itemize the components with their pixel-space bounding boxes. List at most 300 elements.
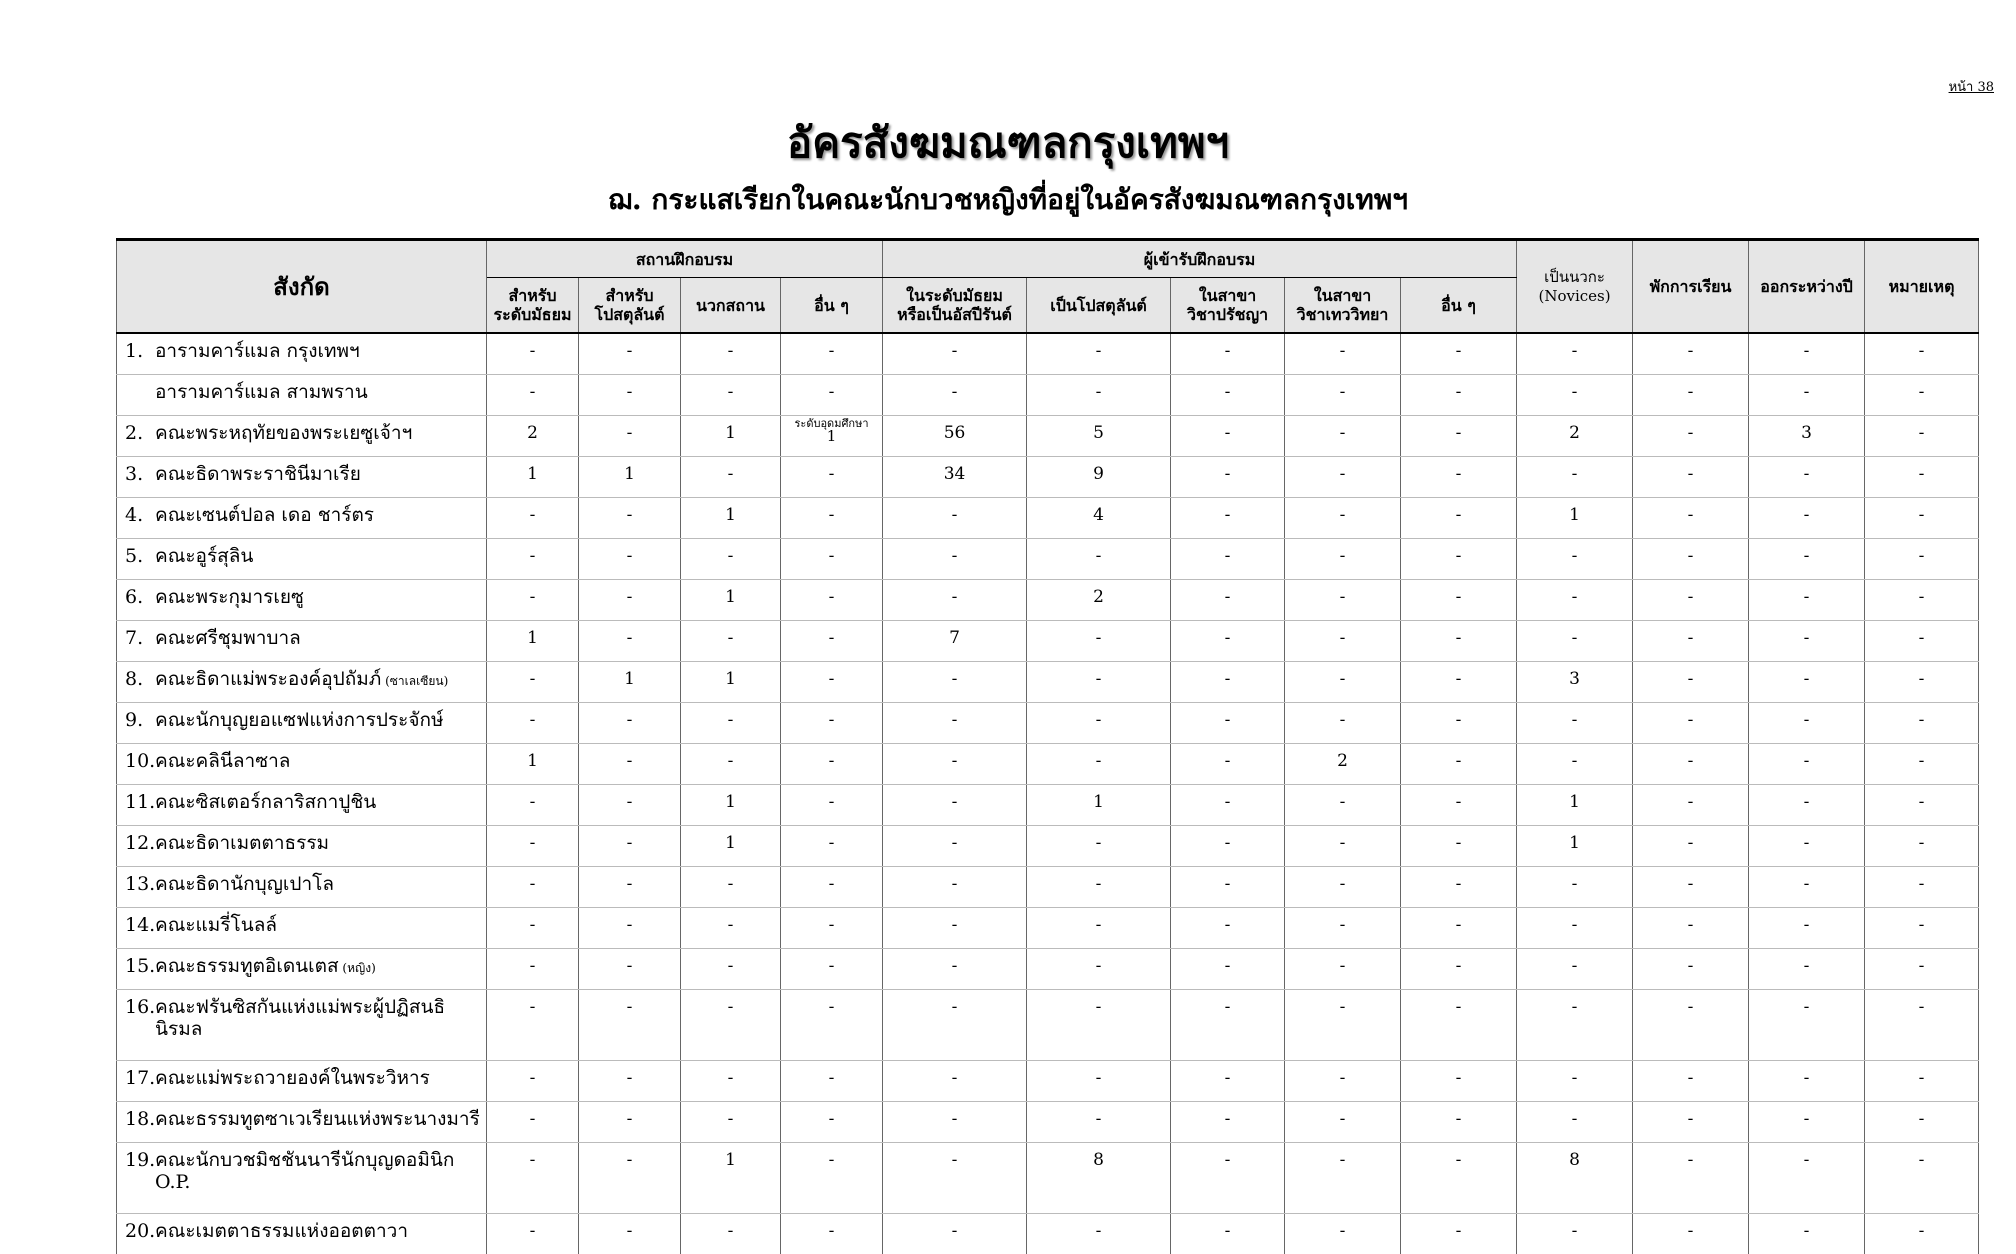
header-theology: ในสาขา วิชาเทววิทยา bbox=[1285, 278, 1401, 334]
table-cell: - bbox=[487, 1214, 579, 1254]
row-number: 7. bbox=[125, 627, 155, 649]
table-cell: - bbox=[1171, 539, 1285, 580]
table-cell: - bbox=[681, 1214, 781, 1254]
table-cell: - bbox=[1171, 662, 1285, 703]
table-cell: - bbox=[1027, 949, 1171, 990]
table-cell: 1 bbox=[487, 457, 579, 498]
table-cell: - bbox=[681, 990, 781, 1061]
row-name: คณะซิสเตอร์กลาริสกาปูชิน bbox=[155, 791, 376, 813]
row-affiliation bbox=[117, 498, 487, 539]
table-cell: - bbox=[1633, 1143, 1749, 1214]
table-cell: - bbox=[1865, 1102, 1979, 1143]
table-cell: - bbox=[487, 1143, 579, 1214]
table-cell: 1 bbox=[1517, 498, 1633, 539]
header-affiliation: สังกัด bbox=[117, 240, 487, 334]
header-postulant: สำหรับ โปสตุลันต์ bbox=[579, 278, 681, 334]
row-name: อารามคาร์แมล สามพราน bbox=[155, 381, 368, 403]
table-cell: - bbox=[1401, 580, 1517, 621]
table-cell: - bbox=[681, 457, 781, 498]
table-cell: - bbox=[1633, 1102, 1749, 1143]
table-cell: - bbox=[1401, 908, 1517, 949]
table-cell: - bbox=[883, 1214, 1027, 1254]
table-cell: - bbox=[1401, 621, 1517, 662]
table-cell: - bbox=[1285, 908, 1401, 949]
table-cell: - bbox=[487, 867, 579, 908]
table-cell: - bbox=[579, 1143, 681, 1214]
table-cell: - bbox=[681, 867, 781, 908]
table-row bbox=[117, 1214, 1979, 1254]
table-cell: - bbox=[579, 621, 681, 662]
table-cell: - bbox=[579, 333, 681, 375]
table-cell: - bbox=[1749, 703, 1865, 744]
table-cell: - bbox=[681, 1061, 781, 1102]
table-cell: - bbox=[1633, 990, 1749, 1061]
table-cell: - bbox=[1027, 333, 1171, 375]
table-cell: - bbox=[1027, 1102, 1171, 1143]
table-cell: 1 bbox=[681, 785, 781, 826]
table-cell: - bbox=[1517, 457, 1633, 498]
header-remarks: หมายเหตุ bbox=[1865, 240, 1979, 334]
table-row bbox=[117, 416, 1979, 457]
table-cell: - bbox=[1865, 908, 1979, 949]
row-number: 6. bbox=[125, 586, 155, 608]
table-cell: - bbox=[579, 785, 681, 826]
table-row bbox=[117, 908, 1979, 949]
row-affiliation bbox=[117, 1143, 487, 1214]
table-cell: - bbox=[1633, 621, 1749, 662]
row-number: 12. bbox=[125, 832, 155, 854]
table-cell: - bbox=[1285, 703, 1401, 744]
row-name: คณะศรีชุมพาบาล bbox=[155, 627, 301, 649]
row-name: อารามคาร์แมล กรุงเทพฯ bbox=[155, 340, 360, 362]
row-affiliation bbox=[117, 662, 487, 703]
table-cell: - bbox=[1171, 1214, 1285, 1254]
table-cell: - bbox=[579, 580, 681, 621]
table-cell: 2 bbox=[1285, 744, 1401, 785]
row-name: คณะพระหฤทัยของพระเยซูเจ้าฯ bbox=[155, 422, 412, 444]
table-cell: - bbox=[681, 375, 781, 416]
table-cell: - bbox=[1517, 1102, 1633, 1143]
table-cell: - bbox=[1633, 580, 1749, 621]
table-cell: 1 bbox=[579, 457, 681, 498]
row-name: คณะธิดาเมตตาธรรม bbox=[155, 832, 329, 854]
table-cell: - bbox=[681, 621, 781, 662]
table-cell: - bbox=[1171, 908, 1285, 949]
table-cell: - bbox=[1285, 580, 1401, 621]
table-cell: - bbox=[579, 703, 681, 744]
table-row bbox=[117, 375, 1979, 416]
table-cell: - bbox=[1633, 867, 1749, 908]
row-number: 11. bbox=[125, 791, 155, 813]
table-cell: - bbox=[681, 1102, 781, 1143]
table-cell: - bbox=[1865, 990, 1979, 1061]
table-cell: - bbox=[1749, 621, 1865, 662]
header-secondary: สำหรับ ระดับมัธยม bbox=[487, 278, 579, 334]
table-cell: - bbox=[1027, 1061, 1171, 1102]
row-name-note: (ซาเลเซียน) bbox=[381, 674, 448, 688]
table-cell: - bbox=[1517, 1061, 1633, 1102]
table-cell: - bbox=[1171, 744, 1285, 785]
row-affiliation bbox=[117, 949, 487, 990]
table-cell: - bbox=[579, 744, 681, 785]
table-cell: - bbox=[1285, 498, 1401, 539]
table-row bbox=[117, 1061, 1979, 1102]
table-cell: - bbox=[1285, 1061, 1401, 1102]
vocations-table bbox=[116, 238, 1979, 1254]
table-cell: ระดับอุดมศึกษา 1 bbox=[781, 416, 883, 457]
table-cell: - bbox=[1865, 457, 1979, 498]
table-cell: - bbox=[1401, 375, 1517, 416]
table-cell: - bbox=[1865, 1214, 1979, 1254]
table-cell: 1 bbox=[487, 744, 579, 785]
table-cell: 56 bbox=[883, 416, 1027, 457]
row-name: คณะธิดาแม่พระองค์อุปถัมภ์ bbox=[155, 668, 381, 690]
header-novices: เป็นนวกะ (Novices) bbox=[1517, 240, 1633, 334]
table-cell: - bbox=[781, 662, 883, 703]
table-cell: - bbox=[1171, 1143, 1285, 1214]
table-cell: - bbox=[1285, 457, 1401, 498]
table-cell: - bbox=[487, 1102, 579, 1143]
table-cell: 7 bbox=[883, 621, 1027, 662]
table-cell: - bbox=[1749, 580, 1865, 621]
page-title: อัครสังฆมณฑลกรุงเทพฯ bbox=[0, 110, 2016, 176]
table-cell: - bbox=[1171, 416, 1285, 457]
table-cell: - bbox=[1401, 867, 1517, 908]
table-cell: - bbox=[487, 333, 579, 375]
header-philosophy: ในสาขา วิชาปรัชญา bbox=[1171, 278, 1285, 334]
table-cell: 1 bbox=[681, 498, 781, 539]
table-cell: - bbox=[1633, 539, 1749, 580]
table-cell: - bbox=[1749, 1061, 1865, 1102]
table-cell: - bbox=[1517, 375, 1633, 416]
table-cell: - bbox=[1865, 1143, 1979, 1214]
row-affiliation bbox=[117, 990, 487, 1061]
table-cell: - bbox=[1749, 826, 1865, 867]
row-affiliation bbox=[117, 375, 487, 416]
table-cell: - bbox=[1027, 826, 1171, 867]
table-cell: - bbox=[1517, 580, 1633, 621]
table-cell: - bbox=[1517, 333, 1633, 375]
table-cell: - bbox=[1749, 539, 1865, 580]
table-row bbox=[117, 1102, 1979, 1143]
table-row bbox=[117, 662, 1979, 703]
table-cell: - bbox=[579, 867, 681, 908]
page-number: หน้า 38 bbox=[1949, 76, 1994, 97]
table-cell: - bbox=[681, 949, 781, 990]
row-number: 10. bbox=[125, 750, 155, 772]
table-cell: - bbox=[781, 333, 883, 375]
header-others-2: อื่น ๆ bbox=[1401, 278, 1517, 334]
table-cell: - bbox=[1401, 949, 1517, 990]
table-cell: - bbox=[781, 457, 883, 498]
table-cell: 3 bbox=[1517, 662, 1633, 703]
table-cell: - bbox=[883, 1102, 1027, 1143]
table-cell: - bbox=[1749, 744, 1865, 785]
table-cell: - bbox=[1633, 662, 1749, 703]
table-cell: - bbox=[1401, 662, 1517, 703]
row-number: 4. bbox=[125, 504, 155, 526]
row-affiliation bbox=[117, 867, 487, 908]
table-cell: - bbox=[1517, 867, 1633, 908]
row-name: คณะธรรมทูตซาเวเรียนแห่งพระนางมารี bbox=[155, 1108, 480, 1130]
table-cell: 8 bbox=[1517, 1143, 1633, 1214]
table-cell: 3 bbox=[1749, 416, 1865, 457]
table-cell: - bbox=[1171, 949, 1285, 990]
row-affiliation bbox=[117, 785, 487, 826]
table-cell: - bbox=[1401, 333, 1517, 375]
table-cell: - bbox=[1171, 785, 1285, 826]
table-cell: 5 bbox=[1027, 416, 1171, 457]
header-is-postulant: เป็นโปสตุลันต์ bbox=[1027, 278, 1171, 334]
table-cell: - bbox=[579, 1214, 681, 1254]
table-cell: 2 bbox=[1517, 416, 1633, 457]
table-cell: - bbox=[1865, 580, 1979, 621]
table-cell: - bbox=[1027, 908, 1171, 949]
row-affiliation bbox=[117, 457, 487, 498]
table-cell: - bbox=[1401, 703, 1517, 744]
row-affiliation bbox=[117, 703, 487, 744]
table-cell: - bbox=[1171, 703, 1285, 744]
table-cell: - bbox=[1285, 333, 1401, 375]
table-cell: 8 bbox=[1027, 1143, 1171, 1214]
table-cell: - bbox=[1633, 457, 1749, 498]
row-affiliation bbox=[117, 416, 487, 457]
table-cell: - bbox=[883, 539, 1027, 580]
table-cell: - bbox=[1633, 333, 1749, 375]
table-cell: - bbox=[883, 744, 1027, 785]
table-row bbox=[117, 826, 1979, 867]
table-cell: - bbox=[1865, 867, 1979, 908]
row-number: 5. bbox=[125, 545, 155, 567]
table-cell: - bbox=[1401, 539, 1517, 580]
table-row bbox=[117, 580, 1979, 621]
table-cell: - bbox=[1027, 662, 1171, 703]
table-cell: - bbox=[1517, 990, 1633, 1061]
table-cell: - bbox=[579, 990, 681, 1061]
row-number: 18. bbox=[125, 1108, 155, 1130]
table-cell: - bbox=[681, 908, 781, 949]
table-cell: - bbox=[1285, 990, 1401, 1061]
table-cell: - bbox=[883, 908, 1027, 949]
table-cell: - bbox=[1749, 867, 1865, 908]
row-name: คณะคลินีลาซาล bbox=[155, 750, 290, 772]
header-secondary-aspirant: ในระดับมัธยม หรือเป็นอัสปีรันต์ bbox=[883, 278, 1027, 334]
table-cell: - bbox=[487, 990, 579, 1061]
table-cell: - bbox=[1633, 744, 1749, 785]
table-row bbox=[117, 539, 1979, 580]
table-cell: - bbox=[487, 375, 579, 416]
table-cell: - bbox=[1401, 744, 1517, 785]
table-cell: - bbox=[1401, 498, 1517, 539]
table-cell: - bbox=[883, 949, 1027, 990]
table-cell: - bbox=[883, 826, 1027, 867]
table-cell: - bbox=[883, 498, 1027, 539]
table-row bbox=[117, 333, 1979, 375]
table-cell: - bbox=[579, 539, 681, 580]
table-cell: - bbox=[883, 1143, 1027, 1214]
row-number: 19. bbox=[125, 1149, 155, 1193]
table-cell: - bbox=[781, 539, 883, 580]
table-row bbox=[117, 744, 1979, 785]
row-number: 14. bbox=[125, 914, 155, 936]
table-cell: - bbox=[1633, 1061, 1749, 1102]
page-subtitle: ฌ. กระแสเรียกในคณะนักบวชหญิงที่อยู่ในอัครสังฆมณฑลกรุงเทพฯ bbox=[0, 178, 2016, 222]
table-cell: - bbox=[781, 867, 883, 908]
row-number: 1. bbox=[125, 340, 155, 362]
table-cell: - bbox=[883, 580, 1027, 621]
table-cell: - bbox=[1749, 1102, 1865, 1143]
row-number: 3. bbox=[125, 463, 155, 485]
table-cell: - bbox=[1517, 539, 1633, 580]
table-cell: - bbox=[781, 785, 883, 826]
table-cell: - bbox=[681, 333, 781, 375]
table-cell: - bbox=[1865, 498, 1979, 539]
table-cell: - bbox=[781, 375, 883, 416]
table-row bbox=[117, 990, 1979, 1061]
table-cell: - bbox=[579, 498, 681, 539]
table-cell: - bbox=[1517, 1214, 1633, 1254]
table-cell: - bbox=[487, 580, 579, 621]
table-cell: - bbox=[1633, 416, 1749, 457]
table-cell: 1 bbox=[1517, 785, 1633, 826]
table-cell: - bbox=[1027, 375, 1171, 416]
table-cell: - bbox=[1749, 990, 1865, 1061]
row-affiliation bbox=[117, 744, 487, 785]
table-cell: - bbox=[1171, 498, 1285, 539]
table-cell: - bbox=[1865, 744, 1979, 785]
table-cell: 1 bbox=[487, 621, 579, 662]
table-cell: - bbox=[1865, 375, 1979, 416]
row-affiliation bbox=[117, 908, 487, 949]
row-name: คณะพระกุมารเยซู bbox=[155, 586, 304, 608]
table-cell: - bbox=[1285, 416, 1401, 457]
table-cell: - bbox=[1285, 826, 1401, 867]
table-cell: - bbox=[781, 703, 883, 744]
row-affiliation bbox=[117, 333, 487, 375]
table-cell: - bbox=[1027, 867, 1171, 908]
table-viewport bbox=[0, 238, 2016, 1133]
table-cell: - bbox=[1633, 785, 1749, 826]
table-cell: - bbox=[579, 375, 681, 416]
header-training-places: สถานฝึกอบรม bbox=[487, 240, 883, 278]
table-row bbox=[117, 703, 1979, 744]
table-cell: - bbox=[579, 949, 681, 990]
row-name: คณะธิดาพระราชินีมาเรีย bbox=[155, 463, 361, 485]
table-cell: - bbox=[1171, 375, 1285, 416]
row-number: 13. bbox=[125, 873, 155, 895]
table-cell: - bbox=[1171, 333, 1285, 375]
table-cell: - bbox=[579, 826, 681, 867]
table-cell: - bbox=[781, 990, 883, 1061]
table-cell: - bbox=[1171, 1061, 1285, 1102]
table-cell: - bbox=[781, 580, 883, 621]
row-number: 17. bbox=[125, 1067, 155, 1089]
table-cell: - bbox=[883, 703, 1027, 744]
table-cell: - bbox=[1401, 826, 1517, 867]
table-cell: - bbox=[1633, 908, 1749, 949]
table-cell: - bbox=[487, 949, 579, 990]
table-cell: - bbox=[1633, 826, 1749, 867]
table-cell: 4 bbox=[1027, 498, 1171, 539]
table-cell: 1 bbox=[681, 1143, 781, 1214]
table-cell: 2 bbox=[1027, 580, 1171, 621]
table-cell: - bbox=[1171, 867, 1285, 908]
row-affiliation bbox=[117, 826, 487, 867]
table-cell: - bbox=[1171, 621, 1285, 662]
row-number: 16. bbox=[125, 996, 155, 1040]
table-cell: - bbox=[1749, 333, 1865, 375]
row-number: 8. bbox=[125, 668, 155, 692]
table-cell: 1 bbox=[579, 662, 681, 703]
table-cell: - bbox=[1633, 1214, 1749, 1254]
table-cell: - bbox=[1865, 826, 1979, 867]
table-cell: - bbox=[1285, 539, 1401, 580]
table-cell: - bbox=[883, 662, 1027, 703]
table-cell: 1 bbox=[1027, 785, 1171, 826]
table-cell: - bbox=[1027, 744, 1171, 785]
table-cell: - bbox=[681, 703, 781, 744]
table-cell: - bbox=[681, 744, 781, 785]
table-cell: - bbox=[1285, 1214, 1401, 1254]
table-cell: - bbox=[1517, 621, 1633, 662]
table-cell: - bbox=[487, 539, 579, 580]
table-cell: - bbox=[1749, 1143, 1865, 1214]
table-cell: - bbox=[1285, 785, 1401, 826]
table-cell: - bbox=[1285, 1102, 1401, 1143]
table-row bbox=[117, 1143, 1979, 1214]
table-row bbox=[117, 867, 1979, 908]
row-affiliation bbox=[117, 1214, 487, 1254]
table-cell: - bbox=[1285, 1143, 1401, 1214]
table-cell: - bbox=[579, 1061, 681, 1102]
table-cell: - bbox=[1633, 375, 1749, 416]
table-cell: - bbox=[1865, 621, 1979, 662]
table-cell: - bbox=[1865, 662, 1979, 703]
table-cell: - bbox=[781, 1061, 883, 1102]
table-cell: - bbox=[1027, 1214, 1171, 1254]
table-cell: - bbox=[1633, 949, 1749, 990]
table-cell: - bbox=[1285, 949, 1401, 990]
row-affiliation bbox=[117, 621, 487, 662]
table-cell: - bbox=[781, 1102, 883, 1143]
table-cell: - bbox=[1517, 703, 1633, 744]
table-cell: - bbox=[487, 826, 579, 867]
table-cell: 9 bbox=[1027, 457, 1171, 498]
table-cell: 1 bbox=[681, 580, 781, 621]
table-cell: - bbox=[1865, 1061, 1979, 1102]
table-cell: - bbox=[1749, 1214, 1865, 1254]
table-cell: - bbox=[781, 949, 883, 990]
table-cell: - bbox=[487, 498, 579, 539]
table-cell: - bbox=[781, 498, 883, 539]
table-cell: - bbox=[1865, 416, 1979, 457]
table-cell: 1 bbox=[1517, 826, 1633, 867]
table-cell: - bbox=[1401, 1102, 1517, 1143]
table-cell: - bbox=[1171, 1102, 1285, 1143]
table-cell: - bbox=[781, 908, 883, 949]
table-row bbox=[117, 457, 1979, 498]
row-name: คณะแม่พระถวายองค์ในพระวิหาร bbox=[155, 1067, 430, 1089]
table-cell: - bbox=[579, 908, 681, 949]
table-cell: 1 bbox=[681, 826, 781, 867]
table-row bbox=[117, 621, 1979, 662]
table-cell: - bbox=[1517, 949, 1633, 990]
row-name-note: (หญิง) bbox=[339, 961, 376, 975]
row-affiliation bbox=[117, 580, 487, 621]
row-name: คณะอูร์สุลิน bbox=[155, 545, 253, 567]
table-cell: - bbox=[1633, 498, 1749, 539]
table-row bbox=[117, 785, 1979, 826]
